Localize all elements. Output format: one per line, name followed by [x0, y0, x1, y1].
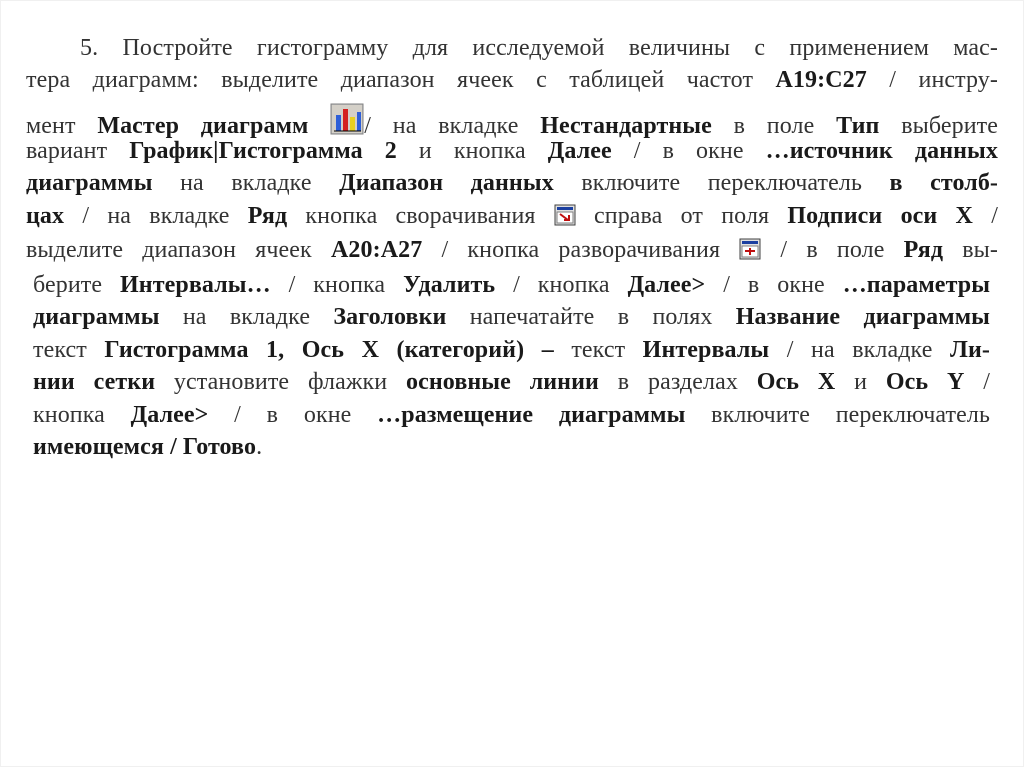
- bold-term: …размещение диаграммы: [377, 402, 686, 428]
- text-run: кнопка: [33, 402, 131, 428]
- bold-term: Диапазон данных: [339, 170, 554, 196]
- text-run: /: [973, 203, 998, 229]
- text-line: [33, 433, 262, 461]
- bold-term: основные линии: [406, 369, 599, 395]
- chart-wizard-icon: [330, 103, 364, 135]
- bold-term: Далее>: [627, 272, 706, 298]
- bold-term: Заголовки: [333, 304, 447, 330]
- bold-term: Далее>: [130, 402, 209, 428]
- text-run: / в окне: [705, 272, 843, 298]
- text-run: напечатайте в полях: [446, 304, 736, 330]
- bold-term: цах: [26, 203, 65, 229]
- text-line: [33, 368, 990, 396]
- bold-term: …параметры: [842, 272, 991, 298]
- text-line: [80, 34, 998, 62]
- text-run: / в окне: [208, 402, 378, 428]
- text-line: [26, 236, 998, 264]
- text-run: берите: [33, 272, 121, 298]
- bold-term: Интервалы…: [120, 272, 271, 298]
- text-run: .: [256, 434, 263, 460]
- text-run: и: [835, 369, 886, 395]
- text-run: /: [964, 369, 990, 395]
- text-run: включите переключатель: [685, 402, 990, 428]
- bold-term: …источник данных: [765, 138, 998, 164]
- text-run: 5. Постройте гистограмму для исследуемой величины с применением мас-: [80, 35, 998, 61]
- text-run: / кнопка: [270, 272, 404, 298]
- text-run: мент: [26, 113, 98, 139]
- text-line: [26, 66, 998, 94]
- bold-term: Удалить: [403, 272, 496, 298]
- text-run: текст: [553, 337, 643, 363]
- text-line: [26, 137, 998, 165]
- text-run: на вкладке: [152, 170, 340, 196]
- collapse-dialog-icon: [554, 204, 576, 226]
- bold-term: имеющемся / Готово: [33, 434, 257, 460]
- bold-term: Тип: [836, 113, 880, 139]
- text-run: / в окне: [611, 138, 766, 164]
- text-run: тера диаграмм: выделите диапазон ячеек с таблицей частот: [26, 67, 776, 93]
- bold-term: Название диаграммы: [735, 304, 991, 330]
- text-run: на вкладке: [159, 304, 334, 330]
- text-line: [33, 401, 990, 429]
- text-line: [33, 303, 990, 331]
- text-run: вы-: [943, 237, 998, 263]
- text-run: / кнопка: [495, 272, 628, 298]
- bold-term: Интервалы: [642, 337, 770, 363]
- bold-term: диаграммы: [26, 170, 153, 196]
- bold-term: Ось Y: [885, 369, 965, 395]
- bold-term: Ряд: [903, 237, 944, 263]
- text-run: установите флажки: [155, 369, 407, 395]
- text-line: [26, 169, 998, 197]
- text-run: / в поле: [761, 237, 904, 263]
- text-run: / на вкладке: [364, 113, 541, 139]
- text-run: в разделах: [598, 369, 757, 395]
- text-run: выберите: [879, 113, 999, 139]
- bold-term: в столб-: [889, 170, 999, 196]
- text-run: текст: [33, 337, 105, 363]
- text-run: вариант: [26, 138, 130, 164]
- bold-term: Гистограмма 1, Ось X (категорий) –: [104, 337, 554, 363]
- text-run: включите переключатель: [553, 170, 890, 196]
- bold-term: A19:C27: [775, 67, 867, 93]
- expand-dialog-icon: [739, 238, 761, 260]
- text-line: [33, 336, 990, 364]
- text-line: [26, 202, 998, 230]
- text-line: [33, 271, 990, 299]
- text-run: и кнопка: [396, 138, 548, 164]
- text-run: в поле: [711, 113, 837, 139]
- text-run: справа от поля: [575, 203, 788, 229]
- text-run: / инстру-: [866, 67, 998, 93]
- text-line: [26, 103, 998, 140]
- text-run: выделите диапазон ячеек: [26, 237, 331, 263]
- bold-term: нии сетки: [33, 369, 156, 395]
- bold-term: Ось X: [756, 369, 836, 395]
- bold-term: Ряд: [247, 203, 288, 229]
- text-run: кнопка сворачивания: [287, 203, 554, 229]
- bold-term: Нестандартные: [540, 113, 712, 139]
- bold-term: Далее: [547, 138, 612, 164]
- text-run: / кнопка разворачивания: [422, 237, 740, 263]
- bold-term: График|Гистограмма 2: [129, 138, 397, 164]
- text-run: / на вкладке: [64, 203, 248, 229]
- bold-term: Подписи оси X: [787, 203, 973, 229]
- text-run: / на вкладке: [769, 337, 950, 363]
- bold-term: Ли-: [949, 337, 990, 363]
- bold-term: диаграммы: [33, 304, 160, 330]
- bold-term: A20:A27: [330, 237, 423, 263]
- bold-term: Мастер диаграмм: [97, 113, 331, 139]
